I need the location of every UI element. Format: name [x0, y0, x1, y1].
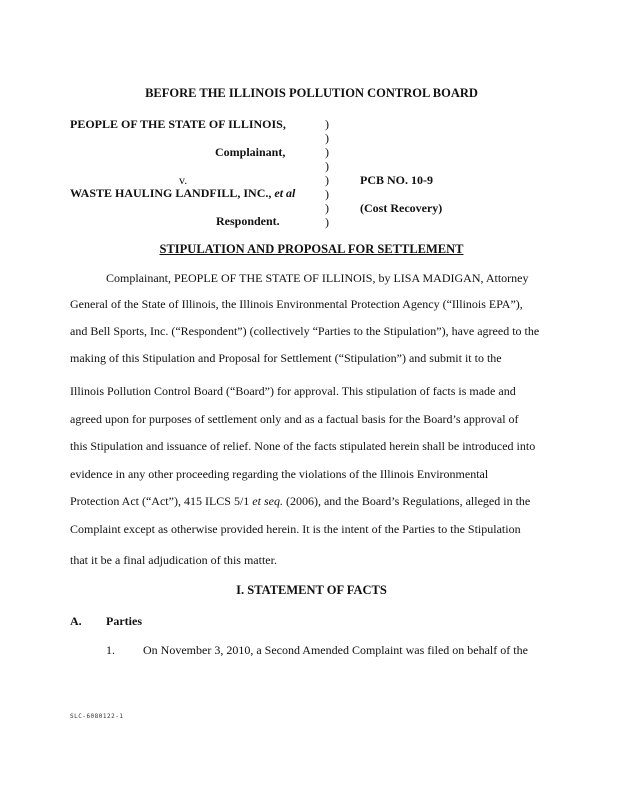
intro-line: and Bell Sports, Inc. (“Respondent”) (collectively “Parties to the Stipulation”), have agreed to the [70, 324, 540, 338]
document-title-text: STIPULATION AND PROPOSAL FOR SETTLEMENT [159, 242, 464, 256]
subsection-title: Parties [106, 614, 142, 628]
versus-label: v. [179, 173, 188, 187]
intro-line: this Stipulation and issuance of relief. None of the facts stipulated herein shall be introduced into [70, 439, 536, 453]
intro-line: that it be a final adjudication of this matter. [70, 553, 277, 567]
footer-doc-code: SLC-6080122-1 [70, 713, 124, 720]
intro-line: evidence in any other proceeding regarding the violations of the Illinois Environmental [70, 467, 489, 481]
item-text: On November 3, 2010, a Second Amended Complaint was filed on behalf of the [143, 643, 528, 657]
intro-line: making of this Stipulation and Proposal for Settlement (“Stipulation”) and submit it to the [70, 351, 502, 365]
intro-line: General of the State of Illinois, the Illinois Environmental Protection Agency (“Illinois EPA”), [70, 297, 523, 311]
caption-paren: ) [325, 117, 329, 131]
caption-paren: ) [325, 131, 329, 145]
section-heading: I. STATEMENT OF FACTS [236, 583, 387, 597]
case-number: PCB NO. 10-9 [360, 173, 433, 187]
caption-paren: ) [325, 215, 329, 229]
case-type: (Cost Recovery) [360, 201, 443, 215]
intro-line: Illinois Pollution Control Board (“Board”) for approval. This stipulation of facts is made and [70, 384, 516, 398]
caption-paren: ) [325, 201, 329, 215]
subsection-letter: A. [70, 614, 82, 628]
caption-paren: ) [325, 173, 329, 187]
defendant-text: WASTE HAULING LANDFILL, INC., [70, 186, 272, 200]
document-title [0, 242, 623, 257]
plaintiff-role: Complainant, [215, 145, 286, 159]
intro-line: Protection Act (“Act”), 415 ILCS 5/1 et seq. (2006), and the Board’s Regulations, alleged in the [70, 494, 531, 508]
defendant-role: Respondent. [216, 214, 280, 228]
intro-line: agreed upon for purposes of settlement only and as a factual basis for the Board’s approval of [70, 412, 519, 426]
plaintiff-name: PEOPLE OF THE STATE OF ILLINOIS, [70, 117, 286, 131]
caption-paren: ) [325, 159, 329, 173]
board-title: BEFORE THE ILLINOIS POLLUTION CONTROL BOARD [145, 86, 478, 100]
caption-paren: ) [325, 187, 329, 201]
item-number: 1. [106, 643, 115, 657]
intro-line: Complaint except as otherwise provided herein. It is the intent of the Parties to the Stipulation [70, 522, 521, 536]
defendant-name [70, 186, 295, 201]
et-al-text: et al [274, 186, 296, 200]
caption-paren: ) [325, 145, 329, 159]
intro-line: Complainant, PEOPLE OF THE STATE OF ILLINOIS, by LISA MADIGAN, Attorney [106, 271, 529, 285]
